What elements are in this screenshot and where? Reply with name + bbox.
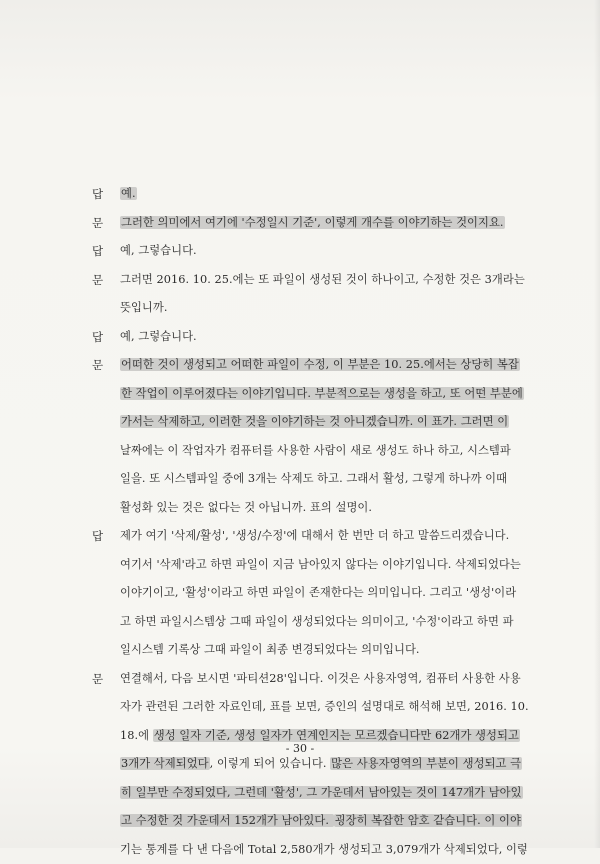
- text-segment: 예, 그렇습니다.: [120, 244, 197, 257]
- text-segment: 연결해서, 다음 보시면 '파티션28'입니다. 이것은 사용자영역, 컴퓨터 사용한 사용: [120, 672, 521, 685]
- transcript-entry: [92, 351, 512, 522]
- highlighted-text: 생성 일자 기준, 생성 일자가 연계인지는 모르겠습니다만 62개가 생성되고: [153, 729, 520, 742]
- answer-marker: 답: [92, 180, 120, 209]
- entry-text: [120, 266, 525, 323]
- highlighted-text: 한 작업이 이루어졌다는 이야기입니다. 부분적으로는 생성을 하고, 또 어떤 부분에: [120, 387, 524, 400]
- text-segment: 자가 관련된 그러한 자료인데, 표를 보면, 증인의 설명대로 해석해 보면, 2016. 10.: [120, 700, 529, 713]
- transcript-entry: [92, 237, 512, 266]
- transcript-entry: [92, 323, 512, 352]
- text-line: [120, 266, 525, 295]
- text-line: [120, 636, 521, 665]
- question-marker: 문: [92, 266, 120, 295]
- answer-marker: 답: [92, 323, 120, 352]
- entry-text: [120, 209, 512, 238]
- text-segment: 날짜에는 이 작업자가 컴퓨터를 사용한 사람이 새로 생성도 하나 하고, 시스템파: [120, 444, 511, 457]
- text-segment: 예, 그렇습니다.: [120, 330, 197, 343]
- entry-text: [120, 665, 529, 864]
- question-marker: 문: [92, 665, 120, 694]
- answer-marker: 답: [92, 237, 120, 266]
- question-marker: 문: [92, 209, 120, 238]
- transcript-body: [92, 180, 512, 864]
- highlighted-text: 예.: [120, 187, 137, 200]
- text-line: [120, 294, 525, 323]
- transcript-entry: [92, 522, 512, 665]
- text-line: [120, 237, 512, 266]
- transcript-entry: [92, 665, 512, 864]
- highlighted-text: 어떠한 것이 생성되고 어떠한 파일이 수정, 이 부분은 10. 25.에서는 상당히 복잡: [120, 358, 520, 371]
- text-segment: 18.에: [120, 729, 153, 742]
- text-line: [120, 408, 524, 437]
- page-edge-shadow: [594, 0, 600, 848]
- text-line: [120, 807, 529, 836]
- text-segment: , 이렇게 되어 있습니다.: [210, 757, 331, 770]
- highlighted-text: 그러한 의미에서 여기에 '수정일시 기준', 이렇게 개수를 이야기하는 것이지요.: [120, 216, 505, 229]
- entry-text: [120, 522, 521, 665]
- text-line: [120, 380, 524, 409]
- text-segment: 제가 여기 '삭제/활성', '생성/수정'에 대해서 한 번만 더 하고 말씀드리겠습니다.: [120, 529, 509, 542]
- text-line: [120, 180, 512, 209]
- text-line: [120, 494, 524, 523]
- text-line: [120, 551, 521, 580]
- entry-text: [120, 351, 524, 522]
- text-segment: 여기서 '삭제'라고 하면 파일이 지금 남아있지 않다는 이야기입니다. 삭제되었다는: [120, 558, 521, 571]
- text-line: [120, 522, 521, 551]
- text-segment: 기는 통계를 다 낸 다음에 Total 2,580개가 생성되고 3,079개가 삭제되었다, 이렇: [120, 843, 528, 856]
- highlighted-text: 많은 사용자영역의 부분이 생성되고 극: [330, 757, 522, 770]
- entry-text: [120, 237, 512, 266]
- text-line: [120, 608, 521, 637]
- text-line: [120, 693, 529, 722]
- text-segment: 활성화 있는 것은 없다는 것 아닙니까. 표의 설명이.: [120, 501, 372, 514]
- highlighted-text: 가서는 삭제하고, 이러한 것을 이야기하는 것 아니겠습니까. 이 표가. 그러면 이: [120, 415, 509, 428]
- entry-text: [120, 323, 512, 352]
- text-line: [120, 779, 529, 808]
- text-line: [120, 351, 524, 380]
- text-segment: 일을. 또 시스템파일 중에 3개는 삭제도 하고. 그래서 활성, 그렇게 하나까 이때: [120, 472, 507, 485]
- text-segment: 이야기이고, '활성'이라고 하면 파일이 존재한다는 의미입니다. 그리고 '생성'이라: [120, 586, 516, 599]
- text-segment: 일시스템 기록상 그때 파일이 최종 변경되었다는 의미입니다.: [120, 643, 420, 656]
- text-segment: 뜻입니까.: [120, 301, 168, 314]
- text-segment: 그러면 2016. 10. 25.에는 또 파일이 생성된 것이 하나이고, 수정한 것은 3개라는: [120, 273, 525, 286]
- page-number: - 30 -: [0, 742, 600, 755]
- text-line: [120, 665, 529, 694]
- entry-text: [120, 180, 512, 209]
- answer-marker: 답: [92, 522, 120, 551]
- question-marker: 문: [92, 351, 120, 380]
- highlighted-text: 고 수정한 것 가운데서 152개가 남아있다.: [120, 814, 334, 827]
- text-line: [120, 323, 512, 352]
- transcript-entry: [92, 266, 512, 323]
- text-line: [120, 579, 521, 608]
- transcript-entry: [92, 209, 512, 238]
- highlighted-text: 굉장히 복잡한 암호 같습니다. 이 이야: [334, 814, 522, 827]
- text-segment: 고 하면 파일시스템상 그때 파일이 생성되었다는 의미이고, '수정'이라고 하면 파: [120, 615, 514, 628]
- transcript-entry: [92, 180, 512, 209]
- text-line: [120, 437, 524, 466]
- text-line: [120, 836, 529, 864]
- highlighted-text: 3개가 삭제되었다: [120, 757, 210, 770]
- highlighted-text: 히 일부만 수정되었다, 그런데 '활성', 그 가운데서 남아있는 것이 147개가 남아있: [120, 786, 523, 799]
- text-line: [120, 465, 524, 494]
- text-line: [120, 209, 512, 238]
